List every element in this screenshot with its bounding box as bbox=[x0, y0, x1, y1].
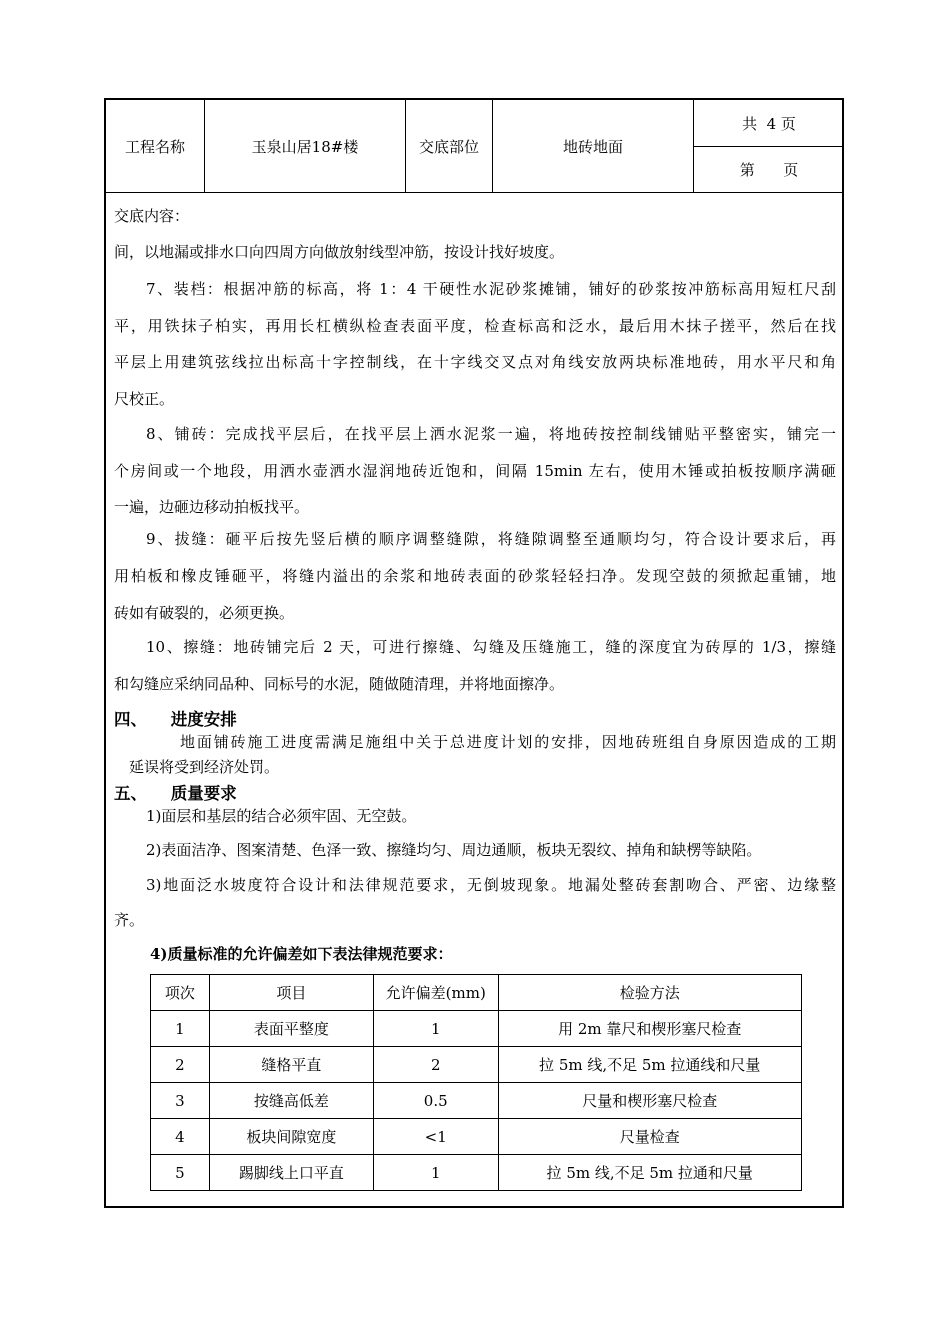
paragraph-line: 个房间或一个地段，用洒水壶洒水湿润地砖近饱和，间隔 15min 左右，使用木锤或拍板按顺序满砸 bbox=[114, 462, 836, 480]
table-row bbox=[151, 1011, 802, 1047]
list-item: 齐。 bbox=[114, 911, 145, 929]
paragraph-line: 7、装档：根据冲筋的标高，将 1：4 干硬性水泥砂浆摊铺，铺好的砂浆按冲筋标高用短杠尺刮 bbox=[146, 280, 836, 298]
table-cell: 1 bbox=[151, 1011, 210, 1047]
table-cell: 4 bbox=[151, 1119, 210, 1155]
total-pages: 共 4 页 bbox=[694, 100, 844, 147]
table-cell: 3 bbox=[151, 1083, 210, 1119]
paragraph-line: 用柏板和橡皮锤砸平，将缝内溢出的余浆和地砖表面的砂浆轻轻扫净。发现空鼓的须掀起重铺，地 bbox=[114, 567, 836, 585]
project-label: 工程名称 bbox=[106, 100, 205, 192]
project-name: 玉泉山居18#楼 bbox=[205, 100, 406, 192]
paragraph-line: 延误将受到经济处罚。 bbox=[129, 758, 280, 776]
paragraph-line: 一遍，边砸边移动拍板找平。 bbox=[114, 498, 310, 516]
paragraph-line: 8、铺砖：完成找平层后，在找平层上洒水泥浆一遍，将地砖按控制线铺贴平整密实，铺完一 bbox=[146, 425, 836, 443]
table-cell: 拉 5m 线,不足 5m 拉通和尺量 bbox=[498, 1155, 802, 1191]
paragraph-line: 间，以地漏或排水口向四周方向做放射线型冲筋，按设计找好坡度。 bbox=[114, 243, 565, 261]
table-header: 项次 bbox=[151, 975, 210, 1011]
section-5-number: 五、 bbox=[114, 784, 147, 803]
table-cell: 板块间隙宽度 bbox=[209, 1119, 373, 1155]
table-caption: 4)质量标准的允许偏差如下表法律规范要求： bbox=[150, 945, 453, 963]
paragraph-line: 地面铺砖施工进度需满足施组中关于总进度计划的安排，因地砖班组自身原因造成的工期 bbox=[180, 733, 836, 751]
page-info bbox=[694, 100, 844, 192]
table-header-row bbox=[151, 975, 802, 1011]
table-header: 检验方法 bbox=[498, 975, 802, 1011]
list-item: 3)地面泛水坡度符合设计和法律规范要求，无倒坡现象。地漏处整砖套割吻合、严密、边缘整 bbox=[146, 876, 836, 894]
content-label: 交底内容： bbox=[114, 207, 190, 225]
page-number: 第 页 bbox=[739, 160, 799, 179]
paragraph-line: 和勾缝应采纳同品种、同标号的水泥，随做随清理，并将地面擦净。 bbox=[114, 675, 565, 693]
table-cell: 0.5 bbox=[373, 1083, 498, 1119]
table-cell: 1 bbox=[373, 1011, 498, 1047]
paragraph-line: 平层上用建筑弦线拉出标高十字控制线，在十字线交叉点对角线安放两块标准地砖，用水平尺和角 bbox=[114, 353, 836, 371]
section-4-number: 四、 bbox=[114, 710, 147, 729]
paragraph-line: 砖如有破裂的，必须更换。 bbox=[114, 604, 295, 622]
table-header: 允许偏差(mm) bbox=[373, 975, 498, 1011]
document-frame bbox=[104, 98, 844, 1208]
table-row bbox=[151, 1083, 802, 1119]
table-row bbox=[151, 1155, 802, 1191]
paragraph-line: 尺校正。 bbox=[114, 390, 175, 408]
table-cell: <1 bbox=[373, 1119, 498, 1155]
table-cell: 用 2m 靠尺和楔形塞尺检查 bbox=[498, 1011, 802, 1047]
table-cell: 2 bbox=[151, 1047, 210, 1083]
table-row bbox=[151, 1119, 802, 1155]
paragraph-line: 10、擦缝：地砖铺完后 2 天，可进行擦缝、勾缝及压缝施工，缝的深度宜为砖厚的 1/3，擦缝 bbox=[146, 638, 836, 656]
part-name: 地砖地面 bbox=[493, 100, 694, 192]
section-5-title: 质量要求 bbox=[170, 784, 237, 803]
tolerance-table bbox=[150, 974, 802, 1191]
list-item: 1)面层和基层的结合必须牢固、无空鼓。 bbox=[146, 807, 417, 825]
table-cell: 表面平整度 bbox=[209, 1011, 373, 1047]
table-cell: 缝格平直 bbox=[209, 1047, 373, 1083]
table-row bbox=[151, 1047, 802, 1083]
table-cell: 尺量检查 bbox=[498, 1119, 802, 1155]
table-cell: 尺量和楔形塞尺检查 bbox=[498, 1083, 802, 1119]
paragraph-line: 9、拔缝：砸平后按先竖后横的顺序调整缝隙，将缝隙调整至通顺均匀，符合设计要求后，再 bbox=[146, 530, 836, 548]
table-cell: 1 bbox=[373, 1155, 498, 1191]
part-label: 交底部位 bbox=[406, 100, 493, 192]
table-cell: 按缝高低差 bbox=[209, 1083, 373, 1119]
section-5-heading bbox=[114, 780, 237, 804]
table-cell: 踢脚线上口平直 bbox=[209, 1155, 373, 1191]
paragraph-line: 平，用铁抹子柏实，再用长杠横纵检查表面平度，检查标高和泛水，最后用木抹子搓平，然后在找 bbox=[114, 317, 836, 335]
table-cell: 5 bbox=[151, 1155, 210, 1191]
header-table bbox=[106, 100, 842, 193]
list-item: 2)表面洁净、图案清楚、色泽一致、擦缝均匀、周边通顺，板块无裂纹、掉角和缺楞等缺陷。 bbox=[146, 841, 762, 859]
table-header: 项目 bbox=[209, 975, 373, 1011]
section-4-title: 进度安排 bbox=[170, 710, 237, 729]
table-cell: 拉 5m 线,不足 5m 拉通线和尺量 bbox=[498, 1047, 802, 1083]
section-4-heading bbox=[114, 706, 237, 730]
table-cell: 2 bbox=[373, 1047, 498, 1083]
